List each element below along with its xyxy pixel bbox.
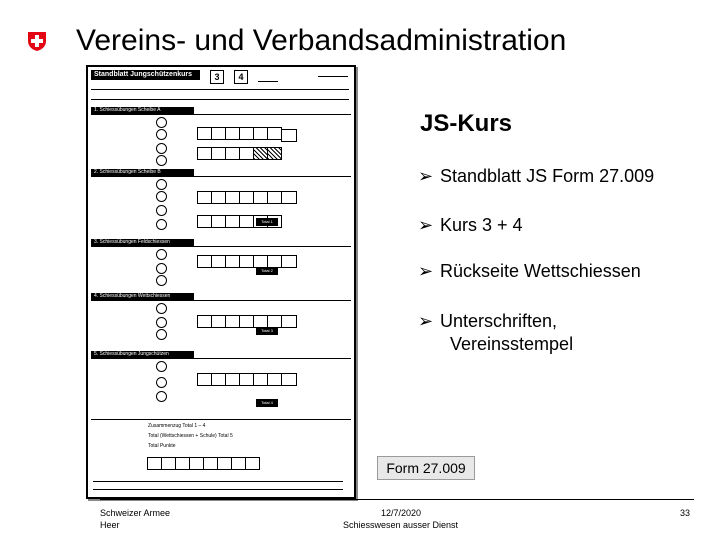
form-total-label: Total 1 xyxy=(256,218,278,226)
form-section-rule xyxy=(91,246,351,247)
form-circle-marker xyxy=(156,191,167,202)
form-circle-marker xyxy=(156,219,167,230)
form-total-label: Total 3 xyxy=(256,327,278,335)
bullet-text: Rückseite Wettschiessen xyxy=(440,261,641,281)
footer-page-number: 33 xyxy=(680,508,691,518)
bullet-text: Standblatt JS Form 27.009 xyxy=(440,166,655,186)
arrow-bullet-icon: ➢ xyxy=(418,215,434,235)
kurs-number-box: 3 xyxy=(210,70,224,84)
form-title: Standblatt Jungschützenkurs xyxy=(91,70,200,80)
slide-title: Vereins- und Verbandsadministration xyxy=(76,24,567,57)
footer-org: Schweizer Armee xyxy=(100,508,171,518)
form-signature-line xyxy=(93,481,343,482)
form-section-1: 1. Schiessübungen Scheibe A xyxy=(91,107,194,114)
form-circle-marker xyxy=(156,275,167,286)
form-score-grid xyxy=(148,457,260,468)
form-score-grid xyxy=(198,373,282,384)
bullet-text: Vereinsstempel xyxy=(450,334,574,354)
form-summary-row: Total Punkte xyxy=(148,443,176,449)
form-summary-row: Zusammenzug Total 1 – 4 xyxy=(148,423,206,429)
form-circle-marker xyxy=(156,117,167,128)
bullet-text: Unterschriften, xyxy=(440,311,558,331)
slide-heading: JS-Kurs xyxy=(420,110,513,137)
form-total-label: Total 4 xyxy=(256,399,278,407)
form-27009-image xyxy=(86,65,356,499)
form-total-box xyxy=(281,315,297,328)
form-circle-marker xyxy=(156,143,167,154)
form-field-line xyxy=(258,81,278,82)
form-section-rule xyxy=(91,114,351,115)
form-total-box xyxy=(281,373,297,386)
form-summary-rule xyxy=(91,419,351,420)
bullet-item xyxy=(418,214,523,236)
swiss-armed-forces-logo-icon xyxy=(26,30,48,52)
form-circle-marker xyxy=(156,317,167,328)
form-rule xyxy=(91,99,349,100)
form-signature-line xyxy=(93,489,343,490)
form-circle-marker xyxy=(156,391,167,402)
form-total-label: Total 2 xyxy=(256,267,278,275)
kurs-number-box-2: 4 xyxy=(234,70,248,84)
form-section-3: 3. Schiessübungen Feldschiessen xyxy=(91,239,194,246)
footer-department: Schiesswesen ausser Dienst xyxy=(343,520,459,530)
form-score-grid xyxy=(198,147,282,158)
form-total-box xyxy=(281,191,297,204)
form-section-rule xyxy=(91,300,351,301)
form-circle-marker xyxy=(156,263,167,274)
form-circle-marker xyxy=(156,205,167,216)
form-summary-row: Total (Wettschiessen + Schule) Total 5 xyxy=(148,433,233,439)
form-score-grid xyxy=(198,255,282,266)
form-section-4: 4. Schiessübungen Wettschiessen xyxy=(91,293,194,300)
form-circle-marker xyxy=(156,329,167,340)
bullet-item-continued xyxy=(450,333,573,355)
form-rule xyxy=(91,89,349,90)
form-circle-marker xyxy=(156,155,167,166)
footer-date: 12/7/2020 xyxy=(381,508,422,518)
footer-org-sub: Heer xyxy=(100,520,120,530)
arrow-bullet-icon: ➢ xyxy=(418,311,434,331)
form-score-grid xyxy=(198,191,282,202)
form-circle-marker xyxy=(156,377,167,388)
form-circle-marker xyxy=(156,361,167,372)
bullet-text: Kurs 3 + 4 xyxy=(440,215,523,235)
form-circle-marker xyxy=(156,179,167,190)
form-section-rule xyxy=(91,358,351,359)
bullet-item xyxy=(418,260,641,282)
form-section-rule xyxy=(91,176,351,177)
bullet-item xyxy=(418,310,557,332)
form-total-box xyxy=(281,255,297,268)
bullet-item xyxy=(418,165,654,187)
form-circle-marker xyxy=(156,249,167,260)
form-section-5: 5. Schiessübungen Jungschützen xyxy=(91,351,194,358)
arrow-bullet-icon: ➢ xyxy=(418,166,434,186)
form-circle-marker xyxy=(156,303,167,314)
form-circle-marker xyxy=(156,129,167,140)
footer-rule xyxy=(100,499,694,500)
form-score-grid xyxy=(198,127,282,138)
form-total-box xyxy=(281,129,297,142)
form-label-box: Form 27.009 xyxy=(377,456,475,480)
form-section-2: 2. Schiessübungen Scheibe B xyxy=(91,169,194,176)
arrow-bullet-icon: ➢ xyxy=(418,261,434,281)
form-field-line xyxy=(318,76,348,77)
form-score-grid xyxy=(198,315,282,326)
